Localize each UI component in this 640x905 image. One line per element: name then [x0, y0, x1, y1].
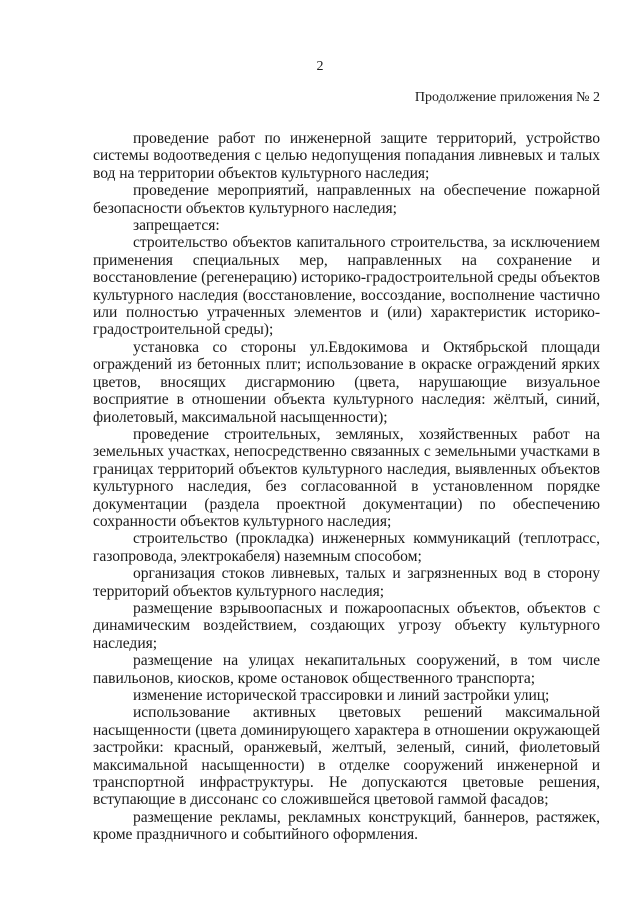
- paragraph-color-solutions: использование активных цветовых решений максимальной насыщенности (цвета доминирующего характера в отношении окружающей застройки: красный, оранжевый, желтый, зеленый, синий, фиолетовый максимальной насыщенности) в отделке сооружений инженерной и транспортной инфраструктуры. Не допускаются цветовые решения, вступающие в диссонанс со сложившейся цветовой гаммой фасадов;: [93, 704, 600, 809]
- paragraph-street-layout: изменение исторической трассировки и линий застройки улиц;: [133, 687, 550, 704]
- paragraph-temporary-structures: размещение на улицах некапитальных сооружений, в том числе павильонов, киосков, кроме остановок общественного транспорта;: [93, 652, 600, 687]
- appendix-continuation-note: Продолжение приложения № 2: [414, 90, 600, 105]
- paragraph-hazardous-objects: размещение взрывоопасных и пожароопасных объектов, объектов с динамическим воздействием, создающих угрозу объекту культурного наследия;: [93, 599, 600, 652]
- paragraph-engineering-protection: проведение работ по инженерной защите территорий, устройство системы водоотведения с целью недопущения попадания ливневых и талых вод на территории объектов культурного наследия;: [93, 130, 600, 182]
- paragraph-concrete-fences: установка со стороны ул.Евдокимова и Октябрьской площади ограждений из бетонных плит; использование в окраске ограждений ярких цветов, вносящих дисгармонию (цвета, нарушающие визуальное восприятие в отношении объекта культурного наследия: жёлтый, синий, фиолетовый, максимальной насыщенности);: [93, 338, 600, 426]
- paragraph-utilities-above-ground: строительство (прокладка) инженерных коммуникаций (теплотрасс, газопровода, электрокабеля) наземным способом;: [93, 530, 600, 565]
- paragraph-advertising: размещение рекламы, рекламных конструкций, баннеров, растяжек, кроме праздничного и событийного оформления.: [93, 808, 600, 844]
- paragraph-drainage: организация стоков ливневых, талых и загрязненных вод в сторону территорий объектов культурного наследия;: [93, 565, 600, 600]
- paragraph-construction-works: проведение строительных, земляных, хозяйственных работ на земельных участках, непосредственно связанных с земельными участками в границах территорий объектов культурного наследия, выявленных объектов культурного наследия, без согласованной в установленном порядке документации (раздела проектной документации) по обеспечению сохранности объектов культурного наследия;: [93, 425, 600, 530]
- paragraph-capital-construction: строительство объектов капитального строительства, за исключением применения специальных мер, направленных на сохранение и восстановление (регенерацию) историко-градостроительной среды объектов культурного наследия (восстановление, воссоздание, восполнение частично или полностью утраченных элементов и (или) характеристик историко-градостроительной среды);: [93, 234, 600, 339]
- paragraph-prohibited-heading: запрещается:: [133, 217, 220, 235]
- document-body: [93, 130, 600, 844]
- paragraph-fire-safety: проведение мероприятий, направленных на обеспечение пожарной безопасности объектов культурного наследия;: [93, 182, 600, 217]
- page-number: 2: [316, 59, 324, 74]
